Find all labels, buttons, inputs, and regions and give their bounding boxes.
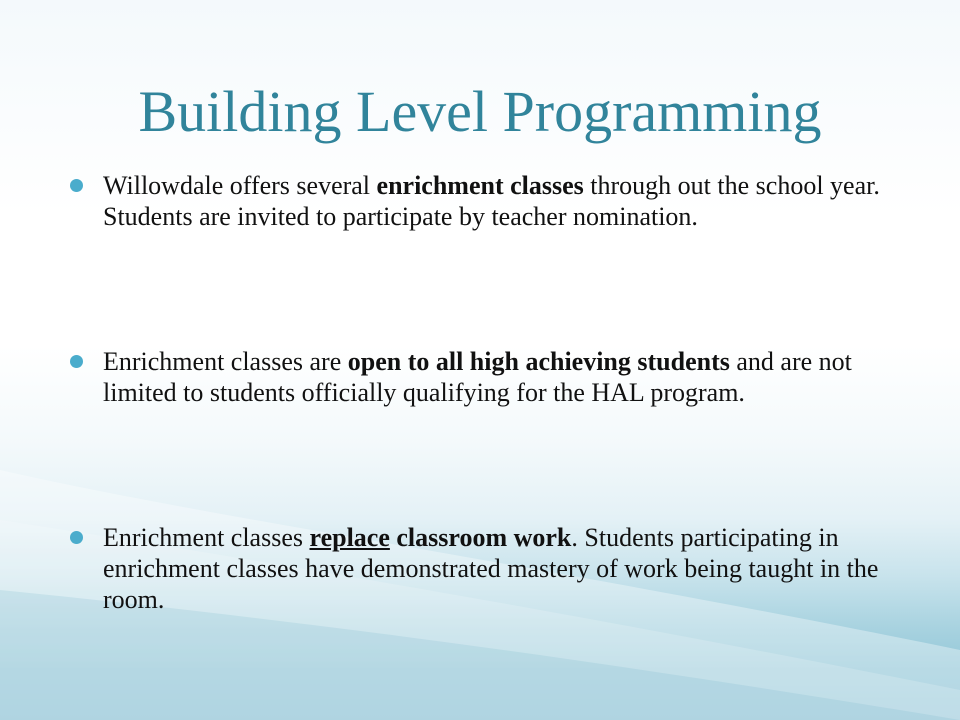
bullet-text	[103, 522, 900, 615]
bullet-text-segment: and are not limited to students officially qualifying for the HAL program.	[103, 347, 852, 407]
bullet-text-segment: Willowdale offers several	[103, 171, 377, 200]
bullet-text-bold: classroom work	[396, 523, 572, 552]
bullet-text	[103, 346, 900, 408]
bullet-item	[70, 170, 900, 232]
bullet-text-bold-underlined: replace	[309, 523, 390, 552]
bullet-item	[70, 522, 900, 615]
bullet-text-bold: enrichment classes	[376, 171, 584, 200]
bullet-text-bold: open to all high achieving students	[347, 347, 730, 376]
bullet-text-segment: through out the school year. Students are invited to participate by teacher nomination.	[103, 171, 880, 231]
bullet-text-segment: Enrichment classes	[103, 523, 310, 552]
bullet-dot-icon	[70, 179, 83, 192]
bullet-text	[103, 170, 900, 232]
bullet-dot-icon	[70, 531, 83, 544]
bullet-text-segment: Enrichment classes are	[103, 347, 348, 376]
bullet-dot-icon	[70, 355, 83, 368]
bullet-text-segment: . Students participating in enrichment classes have demonstrated mastery of work being taught in the room.	[103, 523, 879, 614]
slide-title: Building Level Programming	[138, 79, 822, 144]
bullet-item	[70, 346, 900, 408]
